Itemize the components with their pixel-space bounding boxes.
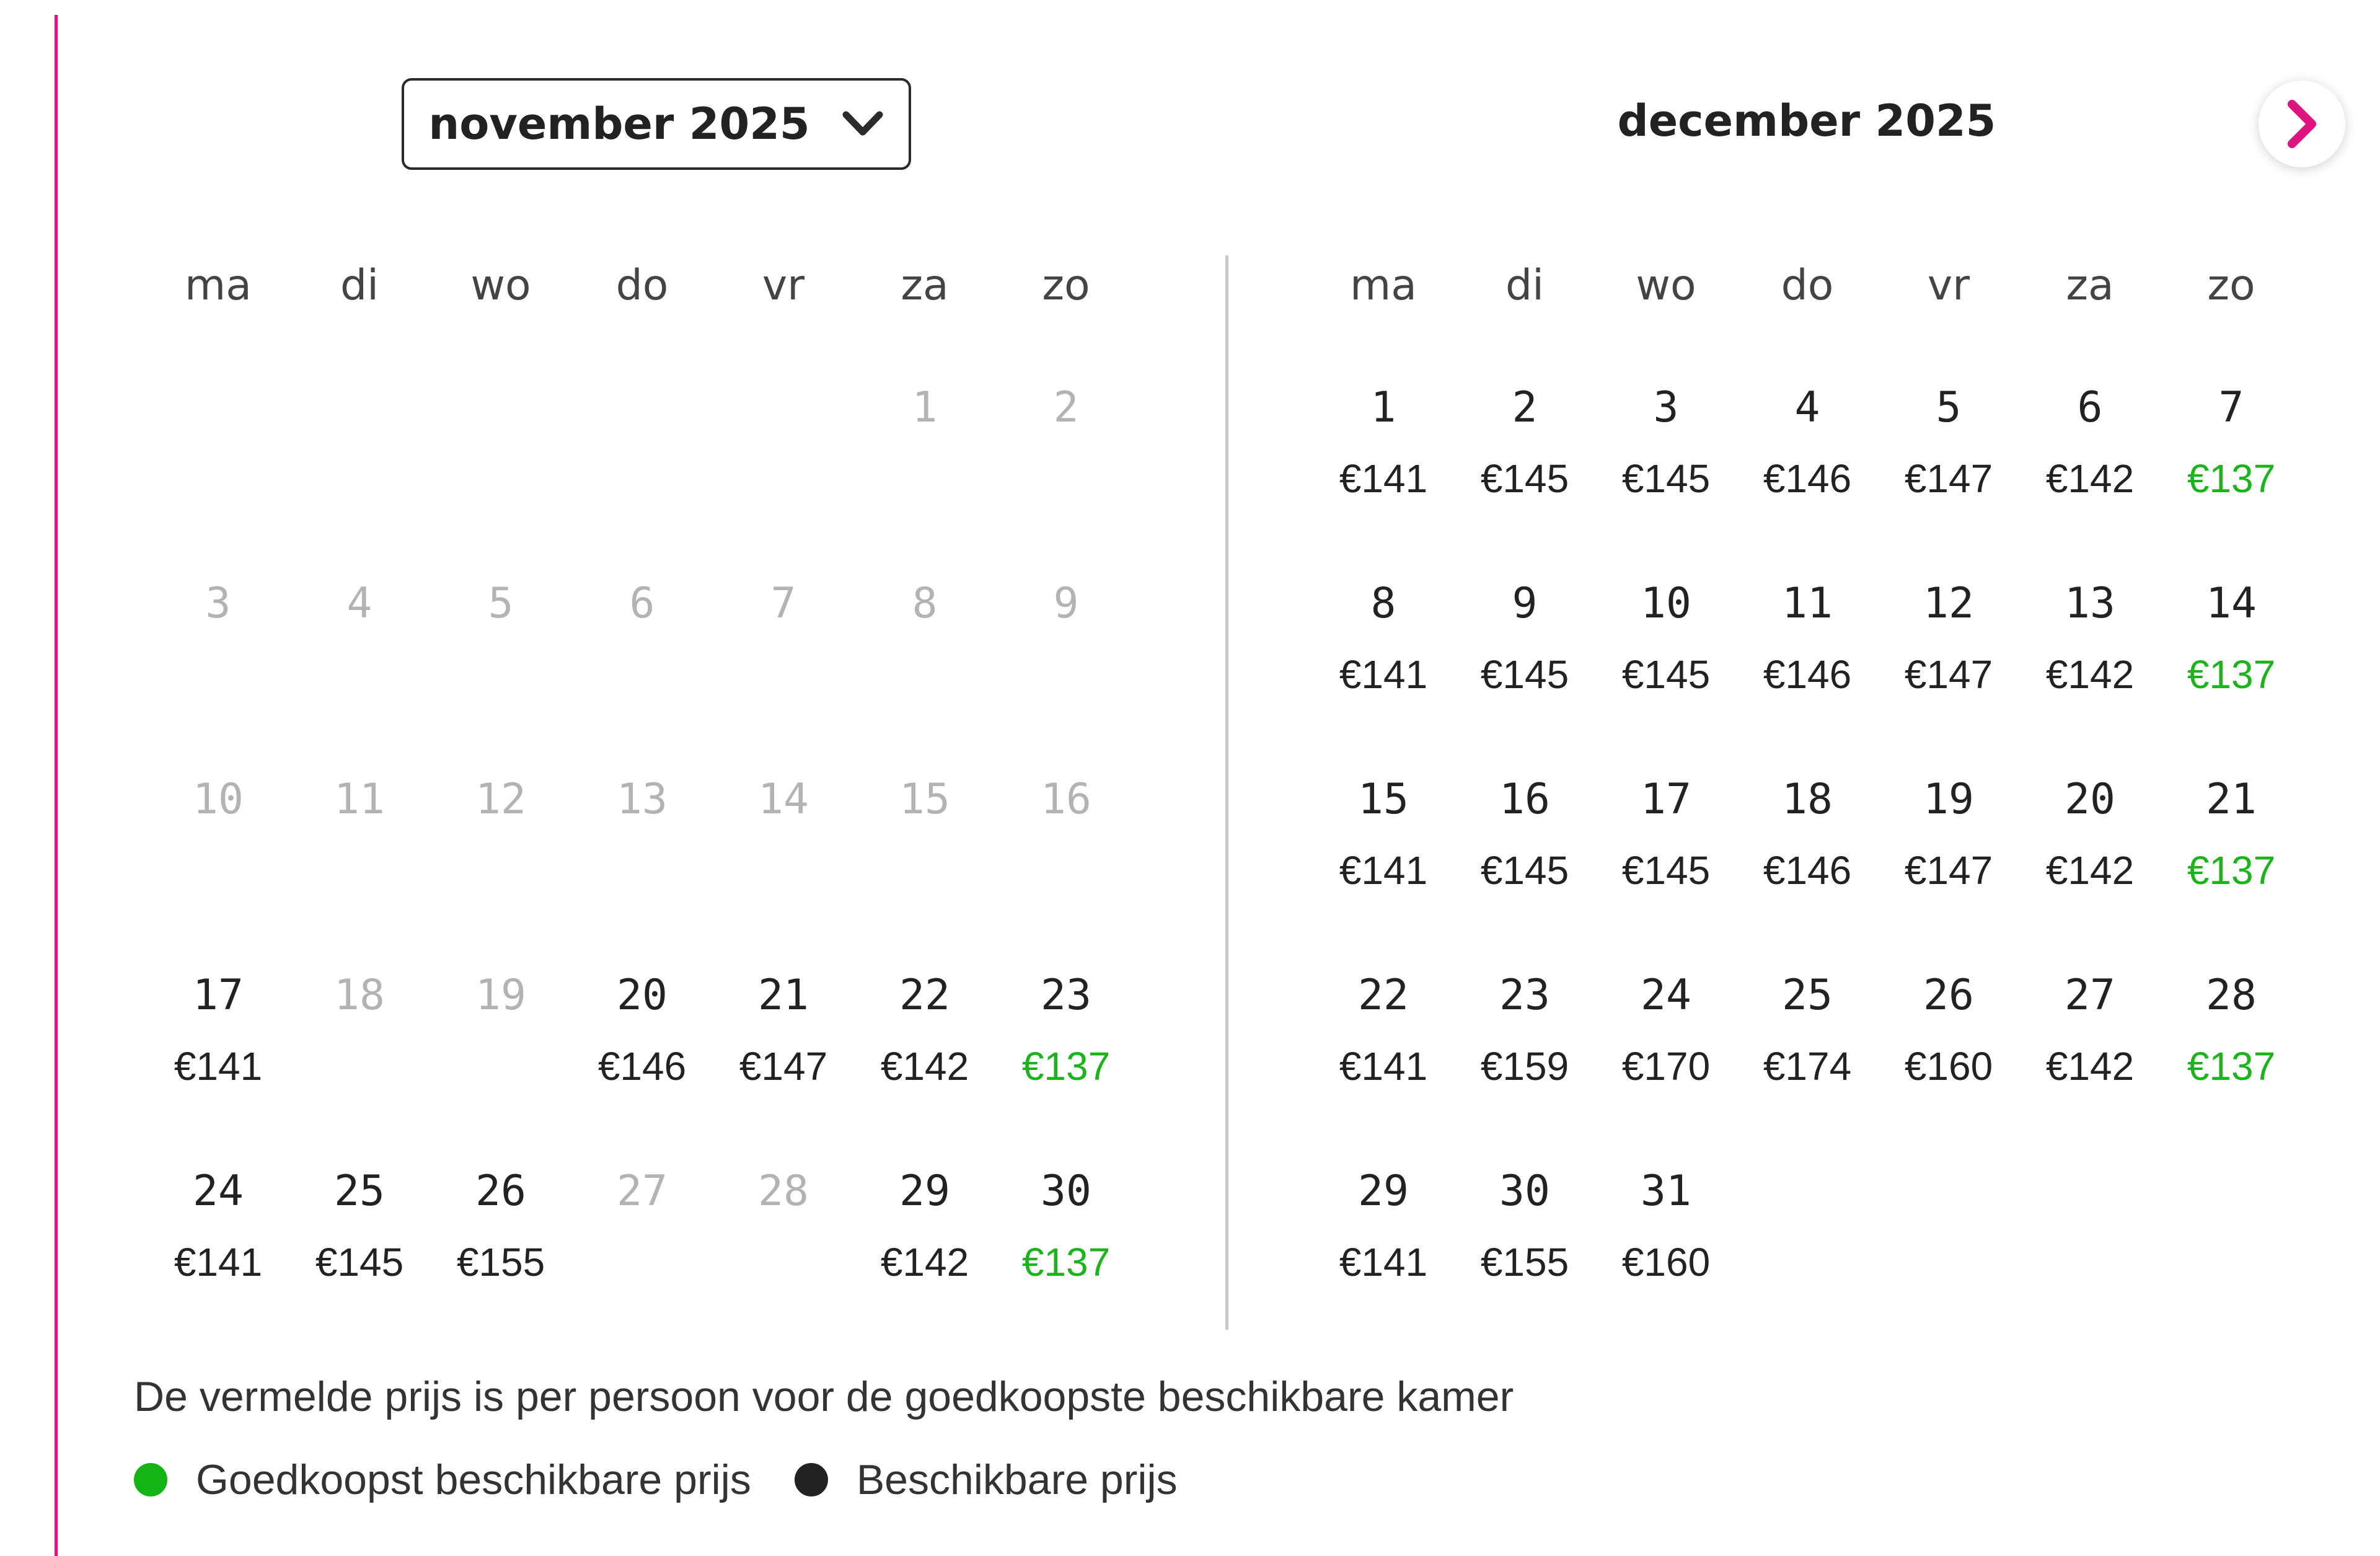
weekday-label: ma xyxy=(1350,260,1417,310)
legend-item-available xyxy=(795,1456,1178,1504)
day-number: 3 xyxy=(1653,383,1679,432)
day-cell xyxy=(148,708,289,904)
day-number: 25 xyxy=(334,1167,385,1216)
day-price: €160 xyxy=(1904,1044,1993,1089)
day-number: 26 xyxy=(475,1167,526,1216)
day-number: 22 xyxy=(899,971,950,1020)
day-cell[interactable] xyxy=(1313,512,1454,708)
day-price: €147 xyxy=(739,1044,828,1089)
day-number: 1 xyxy=(1370,383,1396,432)
day-number: 16 xyxy=(1499,775,1550,824)
day-number: 23 xyxy=(1041,971,1091,1020)
day-price: €170 xyxy=(1621,1044,1711,1089)
day-cell[interactable] xyxy=(1737,708,1878,904)
day-number: 4 xyxy=(346,579,372,628)
legend-item-cheapest xyxy=(134,1456,751,1504)
weekday-label: za xyxy=(2066,260,2114,310)
day-price: €145 xyxy=(1621,848,1711,893)
day-cell xyxy=(995,316,1137,512)
day-number: 4 xyxy=(1794,383,1820,432)
day-cell xyxy=(995,708,1137,904)
day-number: 12 xyxy=(475,775,526,824)
day-cell[interactable] xyxy=(1595,708,1737,904)
day-cell[interactable] xyxy=(1737,512,1878,708)
empty-day-cell xyxy=(289,316,430,512)
day-cell xyxy=(854,512,995,708)
dark-dot-icon xyxy=(795,1463,828,1496)
day-number: 21 xyxy=(758,971,809,1020)
empty-day-cell xyxy=(2161,1100,2302,1296)
day-cell[interactable] xyxy=(430,1100,571,1296)
day-cell[interactable] xyxy=(1313,316,1454,512)
day-number: 12 xyxy=(1923,579,1974,628)
day-cell xyxy=(854,316,995,512)
day-price: €142 xyxy=(880,1044,969,1089)
day-cell[interactable] xyxy=(1878,512,2019,708)
day-cell xyxy=(289,708,430,904)
day-cell[interactable] xyxy=(1878,708,2019,904)
day-cell xyxy=(571,708,713,904)
weekday-label: ma xyxy=(185,260,252,310)
day-price: €160 xyxy=(1621,1240,1711,1284)
day-cell[interactable] xyxy=(571,904,713,1100)
day-number: 28 xyxy=(758,1167,809,1216)
day-number: 14 xyxy=(758,775,809,824)
day-price: €147 xyxy=(1904,848,1993,893)
weekday-label: wo xyxy=(1636,260,1696,310)
day-number: 29 xyxy=(899,1167,950,1216)
cheapest-price: €137 xyxy=(1021,1044,1111,1089)
day-price: €142 xyxy=(2045,456,2135,501)
day-cell xyxy=(430,904,571,1100)
day-number: 13 xyxy=(617,775,668,824)
day-price: €145 xyxy=(1621,652,1711,697)
weekday-label: vr xyxy=(762,260,805,310)
day-price: €146 xyxy=(1763,456,1852,501)
day-number: 3 xyxy=(205,579,231,628)
day-cell[interactable] xyxy=(1878,904,2019,1100)
day-price: €142 xyxy=(880,1240,969,1284)
weekday-label: zo xyxy=(2207,260,2255,310)
day-number: 23 xyxy=(1499,971,1550,1020)
day-cell xyxy=(430,708,571,904)
day-number: 20 xyxy=(617,971,668,1020)
day-number: 8 xyxy=(1370,579,1396,628)
day-number: 17 xyxy=(193,971,244,1020)
day-number: 22 xyxy=(1358,971,1409,1020)
day-cell[interactable] xyxy=(854,904,995,1100)
day-price: €141 xyxy=(1339,1240,1428,1284)
day-number: 7 xyxy=(770,579,796,628)
day-cell xyxy=(289,904,430,1100)
month-title-december: december 2025 xyxy=(1617,95,1996,146)
day-cell xyxy=(854,708,995,904)
day-number: 19 xyxy=(475,971,526,1020)
weekday-label: do xyxy=(1781,260,1834,310)
day-cell[interactable] xyxy=(1454,316,1595,512)
legend xyxy=(134,1456,1178,1504)
day-cell[interactable] xyxy=(1737,316,1878,512)
day-number: 2 xyxy=(1053,383,1079,432)
cheapest-price: €137 xyxy=(2187,1044,2276,1089)
day-cell[interactable] xyxy=(2019,316,2161,512)
day-number: 26 xyxy=(1923,971,1974,1020)
day-cell[interactable] xyxy=(148,1100,289,1296)
day-price: €145 xyxy=(1480,848,1569,893)
day-price: €146 xyxy=(597,1044,687,1089)
calendar-november xyxy=(148,254,1137,1296)
day-cell xyxy=(289,512,430,708)
chevron-down-icon xyxy=(841,110,884,138)
day-cell xyxy=(571,1100,713,1296)
day-cell xyxy=(713,512,854,708)
cheapest-price: €137 xyxy=(2187,652,2276,697)
day-price: €141 xyxy=(174,1240,263,1284)
day-cell[interactable] xyxy=(2019,904,2161,1100)
empty-day-cell xyxy=(2019,1100,2161,1296)
day-number: 9 xyxy=(1512,579,1538,628)
day-cell xyxy=(713,1100,854,1296)
day-number: 31 xyxy=(1641,1167,1691,1216)
day-price: €145 xyxy=(1480,652,1569,697)
day-cell[interactable] xyxy=(1595,904,1737,1100)
day-number: 24 xyxy=(1641,971,1691,1020)
day-cell xyxy=(995,512,1137,708)
day-number: 1 xyxy=(912,383,938,432)
day-number: 25 xyxy=(1782,971,1833,1020)
day-number: 29 xyxy=(1358,1167,1409,1216)
day-price: €155 xyxy=(1480,1240,1569,1284)
day-price: €147 xyxy=(1904,456,1993,501)
weekday-label: zo xyxy=(1042,260,1090,310)
day-cell[interactable] xyxy=(1595,512,1737,708)
month-select-label: november 2025 xyxy=(428,99,810,149)
day-number: 28 xyxy=(2206,971,2257,1020)
weekday-label: za xyxy=(901,260,949,310)
legend-label: Goedkoopst beschikbare prijs xyxy=(196,1456,751,1503)
cheapest-price: €137 xyxy=(2187,848,2276,893)
empty-day-cell xyxy=(1737,1100,1878,1296)
day-cell[interactable] xyxy=(2161,512,2302,708)
empty-day-cell xyxy=(571,316,713,512)
day-number: 2 xyxy=(1512,383,1538,432)
empty-day-cell xyxy=(148,316,289,512)
day-cell[interactable] xyxy=(2019,708,2161,904)
day-price: €145 xyxy=(1480,456,1569,501)
day-number: 17 xyxy=(1641,775,1691,824)
day-cell[interactable] xyxy=(1454,512,1595,708)
day-cell[interactable] xyxy=(1737,904,1878,1100)
day-cell[interactable] xyxy=(854,1100,995,1296)
day-number: 13 xyxy=(2065,579,2115,628)
day-cell xyxy=(571,512,713,708)
day-cell xyxy=(148,512,289,708)
day-cell[interactable] xyxy=(2161,316,2302,512)
day-price: €141 xyxy=(1339,652,1428,697)
day-number: 27 xyxy=(617,1167,668,1216)
empty-day-cell xyxy=(1878,1100,2019,1296)
day-cell[interactable] xyxy=(995,1100,1137,1296)
day-number: 10 xyxy=(193,775,244,824)
weekday-label: vr xyxy=(1927,260,1970,310)
day-number: 30 xyxy=(1499,1167,1550,1216)
day-number: 16 xyxy=(1041,775,1091,824)
day-price: €174 xyxy=(1763,1044,1852,1089)
day-price: €141 xyxy=(1339,848,1428,893)
day-number: 11 xyxy=(1782,579,1833,628)
day-number: 6 xyxy=(629,579,655,628)
day-number: 5 xyxy=(1936,383,1962,432)
day-number: 9 xyxy=(1053,579,1079,628)
day-cell[interactable] xyxy=(1313,708,1454,904)
day-number: 30 xyxy=(1041,1167,1091,1216)
day-cell[interactable] xyxy=(1313,1100,1454,1296)
legend-label: Beschikbare prijs xyxy=(856,1456,1178,1503)
day-number: 15 xyxy=(899,775,950,824)
day-number: 24 xyxy=(193,1167,244,1216)
day-price: €146 xyxy=(1763,848,1852,893)
weekday-label: do xyxy=(615,260,669,310)
day-number: 27 xyxy=(2065,971,2115,1020)
day-number: 10 xyxy=(1641,579,1691,628)
green-dot-icon xyxy=(134,1463,167,1496)
day-cell[interactable] xyxy=(1454,1100,1595,1296)
day-price: €142 xyxy=(2045,652,2135,697)
day-price: €142 xyxy=(2045,848,2135,893)
day-cell[interactable] xyxy=(1878,316,2019,512)
day-number: 19 xyxy=(1923,775,1974,824)
day-number: 21 xyxy=(2206,775,2257,824)
day-number: 18 xyxy=(1782,775,1833,824)
day-cell xyxy=(430,512,571,708)
day-cell[interactable] xyxy=(1595,316,1737,512)
day-price: €141 xyxy=(1339,456,1428,501)
day-cell[interactable] xyxy=(2019,512,2161,708)
cheapest-price: €137 xyxy=(2187,456,2276,501)
day-cell[interactable] xyxy=(995,904,1137,1100)
day-number: 15 xyxy=(1358,775,1409,824)
day-cell[interactable] xyxy=(1454,904,1595,1100)
day-number: 20 xyxy=(2065,775,2115,824)
day-cell[interactable] xyxy=(713,904,854,1100)
day-price: €145 xyxy=(315,1240,404,1284)
day-cell[interactable] xyxy=(1454,708,1595,904)
day-price: €147 xyxy=(1904,652,1993,697)
day-cell[interactable] xyxy=(2161,708,2302,904)
next-month-button[interactable] xyxy=(2259,81,2345,167)
weekday-label: wo xyxy=(470,260,531,310)
day-number: 7 xyxy=(2218,383,2244,432)
day-cell[interactable] xyxy=(148,904,289,1100)
chevron-right-icon xyxy=(2283,99,2320,149)
day-price: €159 xyxy=(1480,1044,1569,1089)
left-accent-bar xyxy=(55,15,58,1556)
day-cell xyxy=(713,708,854,904)
day-number: 14 xyxy=(2206,579,2257,628)
empty-day-cell xyxy=(430,316,571,512)
day-price: €145 xyxy=(1621,456,1711,501)
day-number: 5 xyxy=(488,579,514,628)
day-cell[interactable] xyxy=(2161,904,2302,1100)
weekday-label: di xyxy=(340,260,379,310)
day-price: €155 xyxy=(456,1240,545,1284)
cheapest-price: €137 xyxy=(1021,1240,1111,1284)
day-number: 18 xyxy=(334,971,385,1020)
month-select-dropdown[interactable] xyxy=(402,78,911,170)
calendar-december xyxy=(1313,254,2302,1296)
price-note: De vermelde prijs is per persoon voor de goedkoopste beschikbare kamer xyxy=(134,1373,1514,1420)
calendar-divider xyxy=(1225,255,1228,1330)
day-number: 11 xyxy=(334,775,385,824)
day-price: €141 xyxy=(174,1044,263,1089)
day-cell[interactable] xyxy=(1595,1100,1737,1296)
day-price: €142 xyxy=(2045,1044,2135,1089)
weekday-label: di xyxy=(1505,260,1545,310)
day-price: €141 xyxy=(1339,1044,1428,1089)
empty-day-cell xyxy=(713,316,854,512)
day-price: €146 xyxy=(1763,652,1852,697)
day-cell[interactable] xyxy=(289,1100,430,1296)
day-number: 8 xyxy=(912,579,938,628)
day-cell[interactable] xyxy=(1313,904,1454,1100)
day-number: 6 xyxy=(2077,383,2103,432)
